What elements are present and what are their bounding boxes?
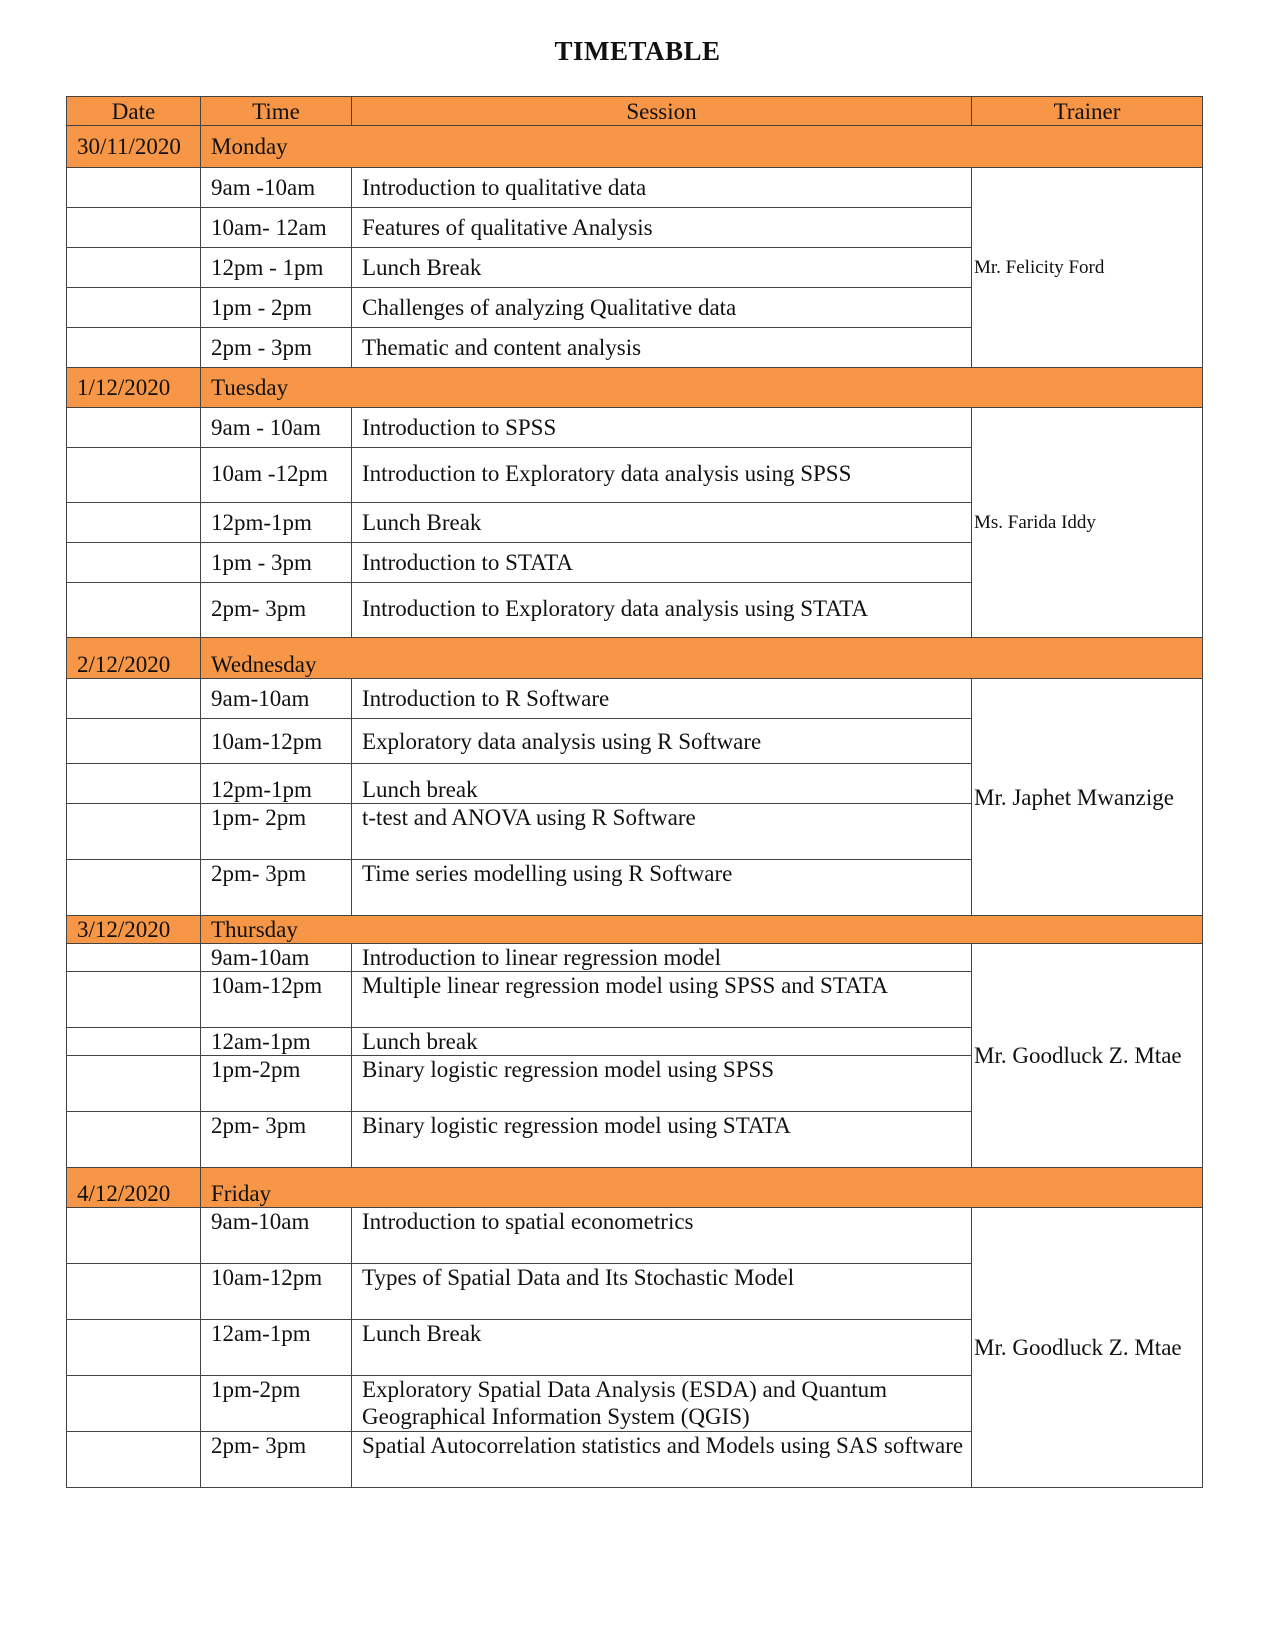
table-row	[67, 408, 1203, 448]
session-time: 10am-12pm	[201, 719, 352, 764]
day-name: Thursday	[201, 916, 1203, 944]
session-time: 9am -10am	[201, 168, 352, 208]
session-time: 12pm-1pm	[201, 503, 352, 543]
session-title: Introduction to R Software	[352, 679, 972, 719]
day-name: Friday	[201, 1168, 1203, 1208]
session-title: Challenges of analyzing Qualitative data	[352, 288, 972, 328]
day-name: Tuesday	[201, 368, 1203, 408]
trainer-name: Ms. Farida Iddy	[972, 408, 1203, 638]
day-row-thursday	[67, 916, 1203, 944]
day-date: 2/12/2020	[67, 638, 201, 679]
session-time: 1pm- 2pm	[201, 804, 352, 860]
day-date: 4/12/2020	[67, 1168, 201, 1208]
session-title: Lunch Break	[352, 503, 972, 543]
header-date: Date	[67, 97, 201, 126]
day-row-friday	[67, 1168, 1203, 1208]
session-time: 1pm-2pm	[201, 1056, 352, 1112]
day-row-tuesday	[67, 368, 1203, 408]
header-time: Time	[201, 97, 352, 126]
session-time: 12pm - 1pm	[201, 248, 352, 288]
day-name: Wednesday	[201, 638, 1203, 679]
session-title: Introduction to spatial econometrics	[352, 1208, 972, 1264]
session-title: Lunch break	[352, 1028, 972, 1056]
session-time: 12am-1pm	[201, 1320, 352, 1376]
session-time: 12am-1pm	[201, 1028, 352, 1056]
table-row	[67, 1208, 1203, 1264]
session-time: 9am-10am	[201, 944, 352, 972]
session-title: Binary logistic regression model using STATA	[352, 1112, 972, 1168]
day-date: 1/12/2020	[67, 368, 201, 408]
day-row-monday	[67, 126, 1203, 168]
session-time: 1pm - 3pm	[201, 543, 352, 583]
header-trainer: Trainer	[972, 97, 1203, 126]
session-title: Binary logistic regression model using SPSS	[352, 1056, 972, 1112]
session-title: Introduction to STATA	[352, 543, 972, 583]
trainer-name: Mr. Felicity Ford	[972, 168, 1203, 368]
session-time: 2pm- 3pm	[201, 1112, 352, 1168]
session-time: 9am-10am	[201, 679, 352, 719]
session-title: Lunch break	[352, 764, 972, 804]
session-time: 10am- 12am	[201, 208, 352, 248]
session-title: Introduction to SPSS	[352, 408, 972, 448]
session-title: Lunch Break	[352, 1320, 972, 1376]
day-date: 3/12/2020	[67, 916, 201, 944]
session-title: Time series modelling using R Software	[352, 860, 972, 916]
session-title: Spatial Autocorrelation statistics and Models using SAS software	[352, 1432, 972, 1488]
day-name: Monday	[201, 126, 1203, 168]
header-row	[67, 97, 1203, 126]
session-time: 2pm - 3pm	[201, 328, 352, 368]
table-row	[67, 944, 1203, 972]
page-title: TIMETABLE	[554, 36, 721, 66]
session-title: Exploratory data analysis using R Software	[352, 719, 972, 764]
session-time: 10am -12pm	[201, 448, 352, 503]
session-time: 12pm-1pm	[201, 764, 352, 804]
session-time: 2pm- 3pm	[201, 1432, 352, 1488]
trainer-name: Mr. Goodluck Z. Mtae	[972, 944, 1203, 1168]
session-title: Exploratory Spatial Data Analysis (ESDA) and Quantum Geographical Information System (QGIS)	[352, 1376, 972, 1432]
session-title: Thematic and content analysis	[352, 328, 972, 368]
session-title: Introduction to Exploratory data analysis using SPSS	[352, 448, 972, 503]
session-title: Introduction to Exploratory data analysis using STATA	[352, 583, 972, 638]
session-title: Types of Spatial Data and Its Stochastic Model	[352, 1264, 972, 1320]
session-time: 10am-12pm	[201, 972, 352, 1028]
session-title: Introduction to qualitative data	[352, 168, 972, 208]
day-date: 30/11/2020	[67, 126, 201, 168]
day-row-wednesday	[67, 638, 1203, 679]
session-title: t-test and ANOVA using R Software	[352, 804, 972, 860]
session-time: 10am-12pm	[201, 1264, 352, 1320]
session-time: 1pm - 2pm	[201, 288, 352, 328]
table-row	[67, 168, 1203, 208]
table-row	[67, 679, 1203, 719]
session-title: Features of qualitative Analysis	[352, 208, 972, 248]
session-title: Lunch Break	[352, 248, 972, 288]
timetable	[66, 96, 1203, 1488]
session-title: Multiple linear regression model using SPSS and STATA	[352, 972, 972, 1028]
session-time: 1pm-2pm	[201, 1376, 352, 1432]
session-title: Introduction to linear regression model	[352, 944, 972, 972]
session-time: 2pm- 3pm	[201, 583, 352, 638]
session-time: 9am - 10am	[201, 408, 352, 448]
trainer-name: Mr. Goodluck Z. Mtae	[972, 1208, 1203, 1488]
trainer-name: Mr. Japhet Mwanzige	[972, 679, 1203, 916]
session-time: 2pm- 3pm	[201, 860, 352, 916]
header-session: Session	[352, 97, 972, 126]
session-time: 9am-10am	[201, 1208, 352, 1264]
